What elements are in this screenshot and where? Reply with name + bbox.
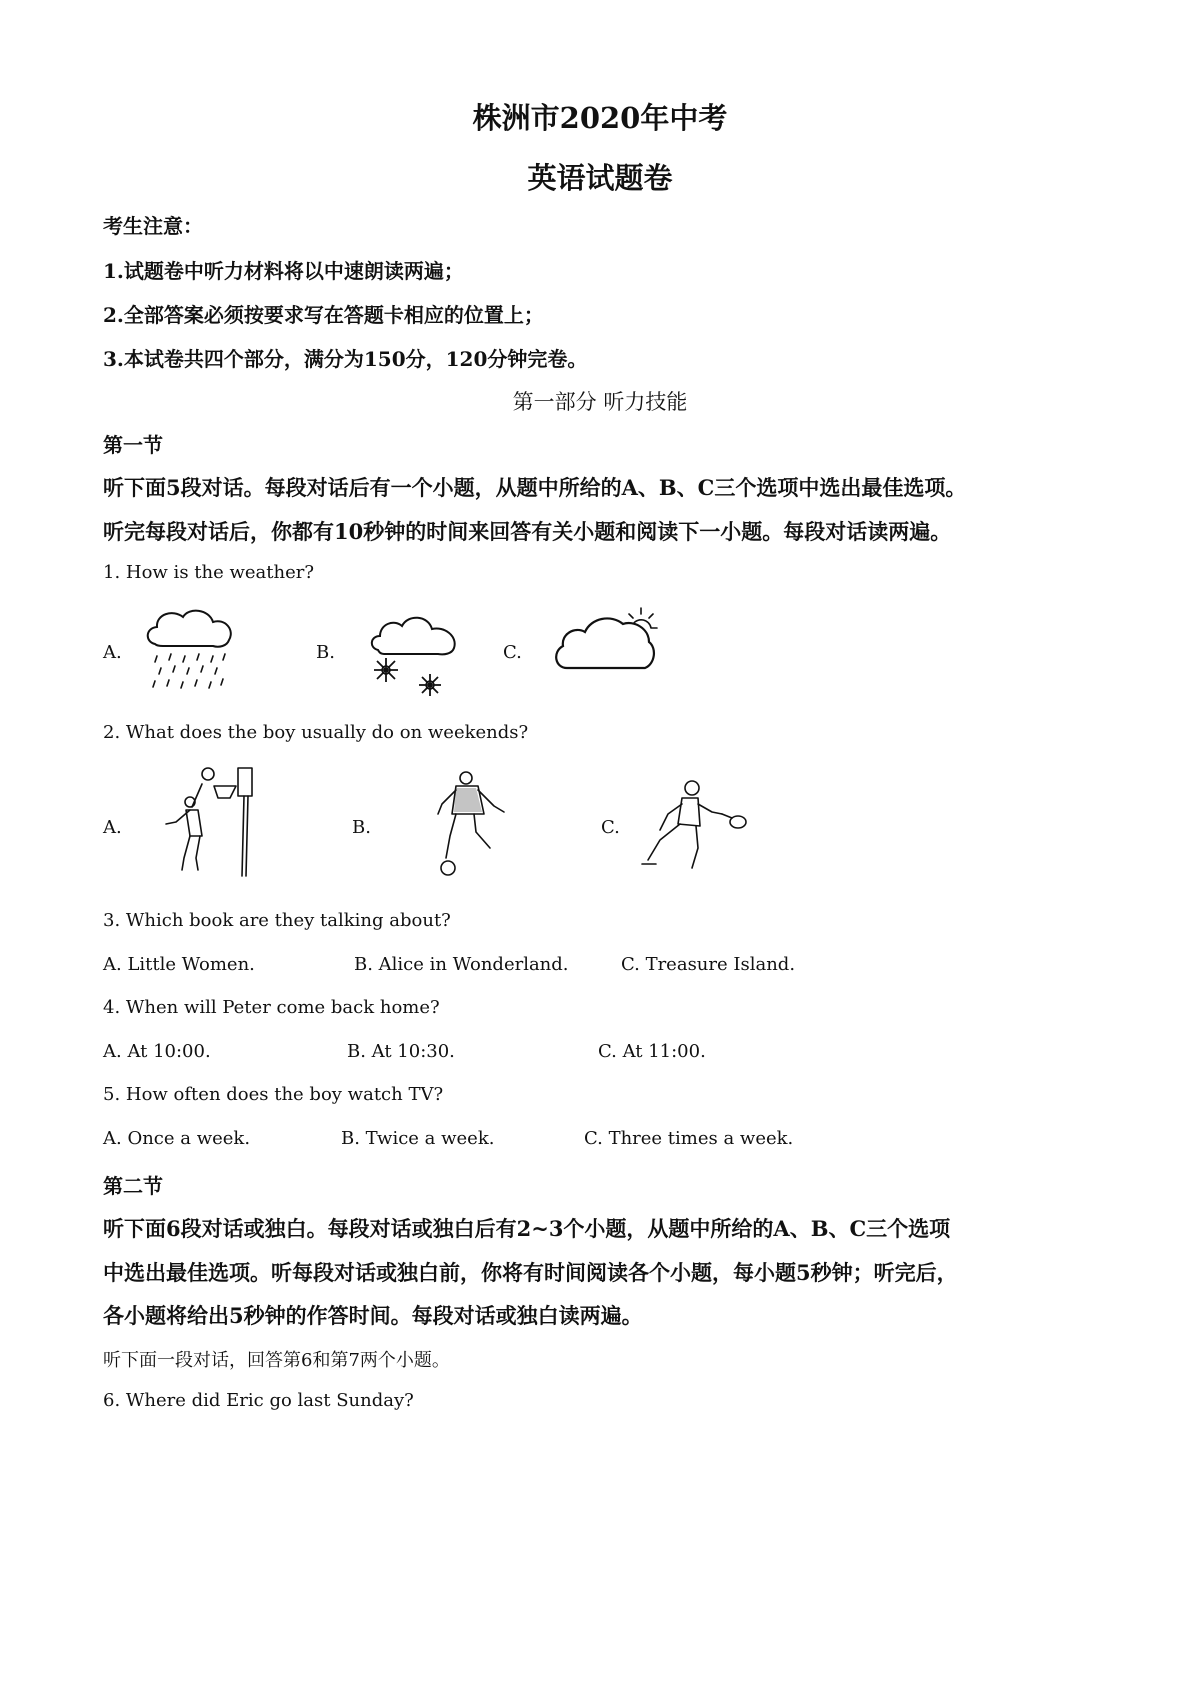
option-text: A. Little Women.: [103, 954, 255, 975]
sub-instruction: 听下面一段对话，回答第6和第7两个小题。: [103, 1350, 450, 1371]
notice-item: 1.试题卷中听力材料将以中速朗读两遍；: [103, 259, 464, 283]
option-text: C. Three times a week.: [584, 1128, 794, 1149]
option-label: A.: [103, 817, 122, 838]
option-label: B.: [316, 642, 335, 663]
question-stem: 3. Which book are they talking about?: [103, 910, 451, 931]
section-instruction: 听下面6段对话或独白。每段对话或独白后有2~3个小题，从题中所给的A、B、C三个选项: [103, 1216, 951, 1241]
option-text: A. Once a week.: [103, 1128, 251, 1149]
notice-item: 3.本试卷共四个部分，满分为150分，120分钟完卷。: [103, 347, 588, 371]
option-text: C. At 11:00.: [598, 1041, 706, 1062]
snow-cloud-icon: [368, 612, 463, 700]
section-instruction: 听下面5段对话。每段对话后有一个小题，从题中所给的A、B、C三个选项中选出最佳选项。: [103, 475, 967, 500]
exam-title: 株洲市2020年中考: [472, 101, 728, 135]
option-text: B. Twice a week.: [341, 1128, 495, 1149]
notice-heading: 考生注意：: [103, 214, 203, 238]
question-stem: 4. When will Peter come back home?: [103, 997, 440, 1018]
section-instruction: 各小题将给出5秒钟的作答时间。每段对话或独白读两遍。: [103, 1303, 643, 1328]
part-title: 第一部分 听力技能: [512, 390, 688, 414]
soccer-player-icon: [432, 770, 512, 878]
rain-cloud-icon: [143, 606, 238, 692]
section-heading: 第一节: [103, 433, 163, 457]
exam-subtitle: 英语试题卷: [527, 161, 673, 195]
section-heading: 第二节: [103, 1174, 163, 1198]
option-text: B. At 10:30.: [347, 1041, 455, 1062]
sun-cloud-icon: [553, 606, 661, 680]
question-stem: 5. How often does the boy watch TV?: [103, 1084, 444, 1105]
section-instruction: 中选出最佳选项。听每段对话或独白前，你将有时间阅读各个小题，每小题5秒钟；听完后，: [103, 1260, 958, 1285]
question-stem: 1. How is the weather?: [103, 562, 314, 583]
option-label: C.: [601, 817, 620, 838]
option-text: C. Treasure Island.: [621, 954, 796, 975]
basketball-player-icon: [158, 766, 258, 878]
option-label: B.: [352, 817, 371, 838]
question-stem: 6. Where did Eric go last Sunday?: [103, 1390, 414, 1411]
question-stem: 2. What does the boy usually do on weekends?: [103, 722, 529, 743]
option-text: B. Alice in Wonderland.: [354, 954, 569, 975]
section-instruction: 听完每段对话后，你都有10秒钟的时间来回答有关小题和阅读下一小题。每段对话读两遍。: [103, 519, 952, 544]
option-label: A.: [103, 642, 122, 663]
option-text: A. At 10:00.: [103, 1041, 211, 1062]
badminton-player-icon: [638, 778, 750, 874]
option-label: C.: [503, 642, 522, 663]
notice-item: 2.全部答案必须按要求写在答题卡相应的位置上；: [103, 303, 544, 327]
